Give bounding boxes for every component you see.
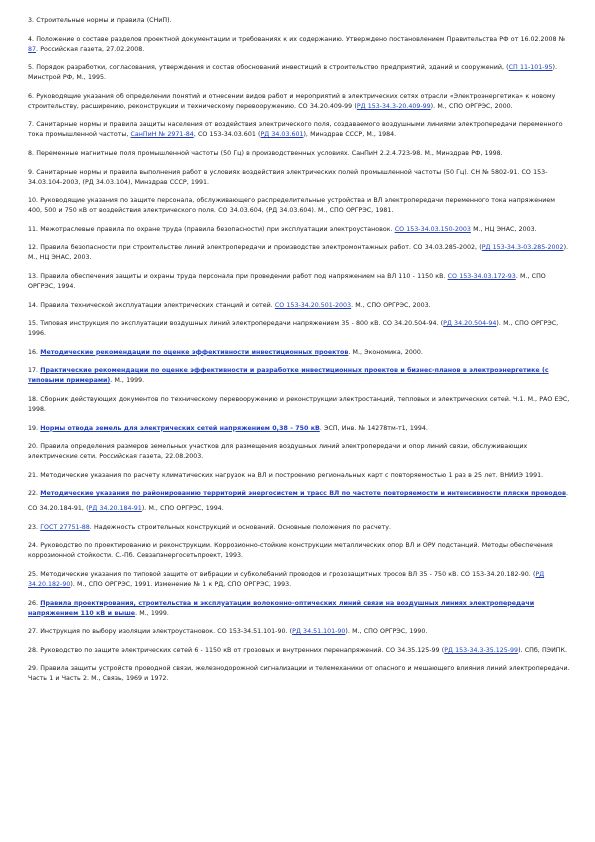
reference-link[interactable]: СО 153-34.03.172-93 (447, 272, 516, 280)
reference-item (28, 225, 570, 235)
reference-text: 19. (28, 424, 41, 432)
reference-item (28, 272, 570, 292)
reference-item (28, 16, 570, 26)
reference-text: . М., 1999. (135, 609, 169, 617)
reference-link[interactable]: РД 153-34.3-35.125-99 (444, 646, 519, 654)
reference-item (28, 664, 570, 684)
reference-link[interactable]: СО 153-34.03.150-2003 (394, 225, 471, 233)
reference-text: М., НЦ ЭНАС, 2003. (470, 225, 537, 233)
reference-item (28, 92, 570, 112)
reference-item (28, 395, 570, 415)
reference-item (28, 627, 570, 637)
reference-text: ). СПб, ПЭИПК. (518, 646, 567, 654)
reference-text: . М., СПО ОРГРЭС, 1994. (28, 272, 546, 290)
reference-text: 6. Руководящие указания об определении понятий и отнесении видов работ и мероприятий в электрических сетях отрасли «Электроэнергетика» к новому строительству, расширению, реконструкции и техническому перевооружению. СО 34.20.409-99 ( (28, 92, 556, 110)
reference-text: 15. Типовая инструкция по эксплуатации воздушных линий электропередачи напряжением 35 - 800 кВ. СО 34.20.504-94. ( (28, 320, 444, 328)
reference-link[interactable]: РД 153-34.3-20.409-99 (356, 102, 431, 110)
reference-item (28, 243, 570, 263)
reference-text: 3. Строительные нормы и правила (СНиП). (28, 17, 172, 24)
reference-text: 13. Правила обеспечения защиты и охраны труда персонала при проведении работ под напряжением на ВЛ 110 - 1150 кВ. (28, 272, 448, 280)
reference-link[interactable]: РД 34.20.184-91 (88, 505, 142, 513)
reference-text: ). М., СПО ОРГРЭС, 1996. (28, 320, 559, 338)
reference-item (28, 366, 570, 386)
reference-text: ). Минстрой РФ, М., 1995. (28, 64, 558, 82)
reference-text: 24. Руководство по проектированию и реконструкции. Коррозионно-стойкие конструкции металлических опор ВЛ и ОРУ подстанций. Методы обеспечения коррозионной стойкости. С.-Пб. Севзапэнергосетьпроект, 1993. (28, 542, 553, 560)
reference-link[interactable]: РД 153-34.3-03.285-2002 (481, 244, 564, 252)
reference-item (28, 63, 570, 83)
reference-text: 16. (28, 348, 41, 356)
reference-item (28, 196, 570, 216)
reference-link[interactable]: СО 153-34.20.501-2003 (274, 301, 352, 309)
reference-item (28, 168, 570, 188)
reference-text: 25. Методические указания по типовой защите от вибрации и субколебаний проводов и грозозащитных тросов ВЛ 35 - 750 кВ. СО 153-34.20.182-90. ( (28, 571, 536, 579)
reference-text: 29. Правила защиты устройств проводной связи, железнодорожной сигнализации и телемеханики от опасного и мешающего влияния линий электропередачи. Часть 1 и Часть 2. М., Связь, 1969 и 1972. (28, 665, 570, 683)
reference-item (28, 504, 570, 514)
reference-text: 4. Положение о составе разделов проектной документации и требованиях к их содержанию. Утверждено постановлением Правительства РФ от 16.02.2008 № (28, 35, 566, 43)
reference-item (28, 424, 570, 434)
reference-text: . Российская газета, 27.02.2008. (36, 45, 145, 53)
reference-item (28, 471, 570, 481)
reference-text: . ЭСП, Инв. № 14278тм-т1, 1994. (319, 424, 428, 432)
reference-text: 22. (28, 490, 41, 498)
reference-text: ). М., СПО ОРГРЭС, 1990. (345, 628, 428, 636)
reference-item (28, 301, 570, 311)
reference-link[interactable]: 87 (28, 45, 37, 53)
document-page (28, 16, 570, 693)
reference-text: ). М., НЦ ЭНАС, 2003. (28, 244, 569, 262)
reference-item (28, 35, 570, 55)
reference-text: 28. Руководство по защите электрических сетей 6 - 1150 кВ от грозовых и внутренних перенапряжений. СО 34.35.125-99 ( (28, 646, 445, 654)
reference-text: ). М., СПО ОРГРЭС, 2000. (430, 102, 513, 110)
reference-text: 9. Санитарные нормы и правила выполнения работ в условиях воздействия электрических полей промышленной частоты (50 Гц). СН № 5802-91. СО 153-34.03.104-2003, (РД 34.03.104), Минздрав СССР, 1991. (28, 168, 548, 186)
reference-link[interactable]: РД 34.20.182-90 (28, 571, 545, 589)
reference-item (28, 319, 570, 339)
reference-text: ), Минздрав СССР, М., 1984. (303, 131, 397, 139)
reference-text: . (565, 490, 568, 498)
reference-text: 20. Правила определения размеров земельных участков для размещения воздушных линий электропередачи и опор линий связи, обслуживающих электрические сети. Российская газета, 22.08.2003. (28, 443, 528, 461)
reference-text: 23. (28, 523, 41, 531)
reference-item (28, 570, 570, 590)
reference-link[interactable]: Практические рекомендации по оценке эффективности и разработке инвестиционных проектов и бизнес-планов в электроэнергетике (с типовыми примерами) (28, 367, 549, 385)
reference-text: . Надежность строительных конструкций и оснований. Основные положения по расчету. (89, 523, 391, 531)
reference-item (28, 442, 570, 462)
reference-item (28, 646, 570, 656)
reference-text: 26. (28, 599, 41, 607)
reference-link[interactable]: Правила проектирования, строительства и эксплуатации волоконно-оптических линий связи на воздушных линиях электропередачи напряжением 110 кВ и выше (28, 599, 535, 617)
reference-text: 17. (28, 367, 41, 375)
reference-text: , СО 153-34.03.601 ( (193, 131, 261, 139)
reference-text: . М., Экономика, 2000. (348, 348, 423, 356)
reference-text: 12. Правила безопасности при строительстве линий электропередачи и производстве электромонтажных работ. СО 34.03.285-2002, ( (28, 244, 482, 252)
reference-item (28, 599, 570, 619)
reference-text: 5. Порядок разработки, согласования, утверждения и состав обоснований инвестиций в строительство предприятий, зданий и сооружений, ( (28, 64, 509, 72)
reference-text: 10. Руководящие указания по защите персонала, обслуживающего распределительные устройства и ВЛ электропередачи переменного тока напряжением 400, 500 и 750 кВ от воздействия электрического поля. СО 34.03.604, (РД 34.03.604). М., СПО ОРГРЭС, 1981. (28, 197, 555, 215)
reference-link[interactable]: Методические рекомендации по оценке эффективности инвестиционных проектов (40, 348, 349, 356)
reference-text: 11. Межотраслевые правила по охране труда (правила безопасности) при эксплуатации электроустановок. (28, 225, 395, 233)
reference-text: 7. Санитарные нормы и правила защиты населения от воздействия электрического поля, создаваемого воздушными линиями электропередачи переменного тока промышленной частоты, (28, 121, 563, 139)
reference-text: 8. Переменные магнитные поля промышленной частоты (50 Гц) в производственных условиях. СанПиН 2.2.4.723-98. М., Минздрав РФ, 1998. (28, 149, 503, 157)
reference-item (28, 541, 570, 561)
reference-link[interactable]: Методические указания по районированию территорий энергосистем и трасс ВЛ по частоте повторяемости и интенсивности пляски проводов (40, 490, 566, 498)
reference-text: ). М., СПО ОРГРЭС, 1991. Изменение № 1 к РД, СПО ОРГРЭС, 1993. (70, 581, 292, 589)
reference-item (28, 149, 570, 159)
reference-link[interactable]: ГОСТ 27751-88 (40, 523, 90, 531)
reference-text: 21. Методические указания по расчету климатических нагрузок на ВЛ и построению региональных карт с повторяемостью 1 раз в 25 лет. ВНИИЭ 1991. (28, 471, 544, 479)
reference-text: ). М., СПО ОРГРЭС, 1994. (141, 505, 224, 513)
reference-text: . М., 1999. (110, 377, 145, 385)
reference-link[interactable]: СанПиН № 2971-84 (130, 131, 194, 139)
reference-item (28, 523, 570, 533)
reference-link[interactable]: РД 34.03.601 (260, 131, 304, 139)
reference-link[interactable]: Нормы отвода земель для электрических сетей напряжением 0,38 - 750 кВ (40, 424, 320, 432)
reference-text: 27. Инструкция по выбору изоляции электроустановок. СО 153-34.51.101-90. ( (28, 628, 293, 636)
reference-link[interactable]: СП 11-101-95 (508, 64, 553, 72)
reference-link[interactable]: РД 34.20.504-94 (443, 320, 497, 328)
reference-item (28, 489, 570, 499)
reference-item (28, 348, 570, 358)
reference-text: 18. Сборник действующих документов по техническому перевооружению и реконструкции электростанций, тепловых и электрических сетей. Ч.1. М., РАО ЕЭС, 1998. (28, 395, 570, 413)
reference-link[interactable]: РД 34.51.101-90 (292, 628, 346, 636)
reference-text: СО 34.20.184-91, ( (28, 505, 89, 513)
reference-text: 14. Правила технической эксплуатации электрических станций и сетей. (28, 301, 275, 309)
reference-text: . М., СПО ОРГРЭС, 2003. (351, 301, 431, 309)
reference-item (28, 120, 570, 140)
